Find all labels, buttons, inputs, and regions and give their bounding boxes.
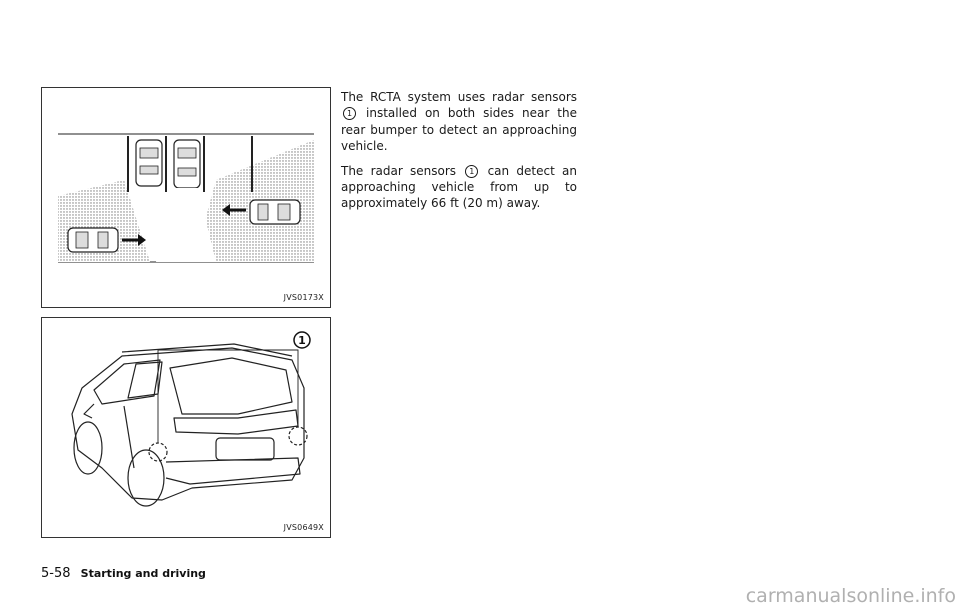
paragraph-detection-range: The radar sensors 1 can detect an approaching vehicle from up to approximately 66 ft (20 m) away.	[341, 163, 577, 211]
paragraph-rcta-sensors: The RCTA system uses radar sensors 1 installed on both sides near the rear bumper to detect an approaching vehicle.	[341, 90, 577, 154]
page-number: 5-58	[41, 566, 71, 581]
body-text-column	[341, 89, 577, 220]
figure-code: JVS0173X	[283, 293, 324, 302]
callout-ref-1: 1	[343, 107, 356, 120]
watermark-text: carmanualsonline.info	[745, 585, 956, 607]
figure-radar-sensor-location	[41, 317, 331, 538]
approaching-car-left	[68, 228, 118, 252]
parking-diagram-illustration	[42, 88, 330, 307]
figure-rcta-parking-diagram	[41, 87, 331, 308]
page-footer	[41, 566, 206, 581]
figure-code: JVS0649X	[283, 523, 324, 532]
callout-ref-1: 1	[465, 165, 478, 178]
section-title: Starting and driving	[80, 567, 206, 580]
reversing-car	[174, 140, 200, 188]
vehicle-rear-illustration	[42, 318, 330, 537]
callout-number: 1	[298, 334, 306, 347]
approaching-car-right	[250, 200, 300, 224]
parked-car-1	[136, 140, 162, 186]
